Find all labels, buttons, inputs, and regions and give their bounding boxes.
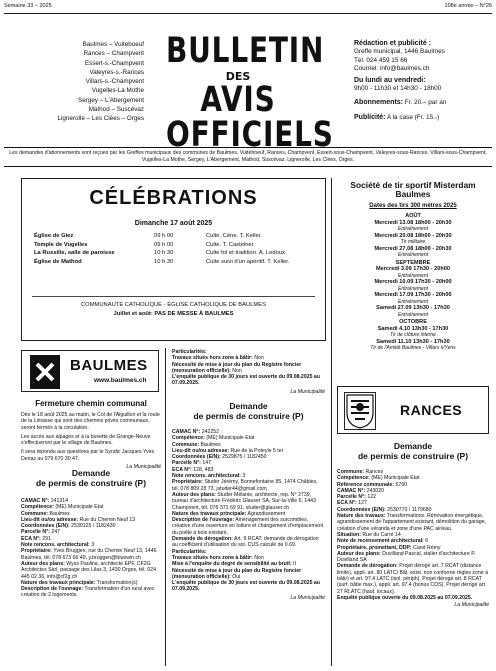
redaction-info	[354, 40, 492, 122]
field-label: Commune:	[21, 510, 49, 517]
redaction-title: Rédaction et publicité :	[354, 40, 432, 47]
field-value: Cand Rémy	[413, 544, 441, 551]
field-value: Yves Bruggen, rue du Chemin Neuf 13, 1446 Baulmes, tél. 078 673 66 49, y.bruggen@bluewin.ch	[21, 548, 157, 561]
commune-item: Villars-s.-Champvent	[85, 78, 144, 86]
field-value: Non	[254, 554, 264, 561]
field-label: ECA N°:	[172, 466, 192, 473]
field-value: Wyss Paulina, architecte EPF, CF2G Architectes Sàrl, passage des Lilas 3, 1430 Orges, tél. 024 445 02 36, info@cf2g.ch	[21, 560, 156, 580]
celebration-place: Temple de Vugelles	[34, 241, 88, 248]
field-value: (ME) Municipale Etat	[206, 435, 255, 442]
signature: La Municipalité	[290, 388, 325, 395]
field-label: Lieu-dit ou/ou adresse:	[172, 447, 230, 454]
field-value: Baulmes	[49, 510, 70, 517]
field-label: Coordonnées (E/N):	[21, 523, 70, 530]
commune-item: Vugelles-La Mothe	[91, 87, 144, 95]
field-label: Note rencons. architectural:	[172, 473, 241, 480]
signature: La Municipalité	[290, 594, 325, 601]
field-label: CAMAC N°:	[172, 429, 201, 435]
rances-header	[337, 386, 489, 434]
permit-subtitle: de permis de construire (P)	[35, 477, 147, 488]
field-label: Description de l'ouvrage:	[172, 517, 235, 524]
issue-bar	[4, 3, 492, 14]
tir-entry-type: Entraînement	[397, 311, 429, 318]
field-value: Aménagement des surcombles, création d'une ouverture en toiture et changement d'emplacement du poêle à bois existant.	[172, 517, 324, 536]
field-label: Commune:	[337, 469, 365, 475]
field-label: Demande de dérogation:	[172, 536, 233, 543]
field-label: ECA N°:	[21, 535, 41, 542]
field-value: 243020	[366, 487, 385, 494]
tir-month: OCTOBRE	[399, 319, 427, 325]
field-value: 127	[358, 500, 367, 507]
field-label: Compétence:	[21, 504, 54, 511]
field-value: Studer Jérémy, Bonnefontaine 85, 1474 Châbles, tél. 078 809 28 73, jstuder44@gmail.com	[172, 479, 318, 492]
column-divider	[165, 348, 166, 666]
field-value: 2530770 / 1179680	[387, 506, 432, 513]
redaction-email[interactable]: Courriel: info@baulmes.ch	[354, 65, 430, 73]
baulmes-name: BAULMES	[70, 357, 148, 374]
tir-entry-type: Tir de l'Amitié Baulmes - Villars s/Yens	[370, 345, 456, 351]
celebration-place: Église de Mathod	[34, 258, 82, 265]
field-value: 291	[42, 535, 51, 542]
tir-entry: Samedi 27.09 13h30 - 17h30	[376, 305, 450, 311]
field-label: ECA N°:	[337, 500, 357, 507]
commune-item: Rances – Champvent	[83, 50, 144, 58]
celebration-time: 10 h 30	[154, 250, 174, 257]
catholic-title: COMMUNAUTÉ CATHOLIQUE - ÉGLISE CATHOLIQUE DE BAULMES	[81, 302, 266, 308]
communes-list	[44, 40, 144, 124]
issue-week: Semaine 33 – 2025	[4, 3, 52, 9]
field-value: Agrandissement	[247, 510, 286, 517]
field-label: Note de recensement architectural:	[337, 538, 424, 545]
field-value: Oui	[232, 573, 241, 580]
field-label: Note rencons. architectural:	[21, 542, 90, 549]
field-label: Propriétaire:	[21, 548, 52, 555]
field-value: 122	[367, 494, 377, 501]
celebration-place: La Russille, salle de paroisse	[34, 250, 115, 257]
tir-entry-type: Tir de clôture interne	[390, 332, 436, 338]
field-label: L'enquête publique de 30 jours est ouverte du 09.08.2025 au 07.09.2025.	[172, 580, 320, 593]
masthead-line-2: DES	[225, 70, 251, 83]
baulmes-crest-icon	[30, 355, 60, 389]
field-label: Commune:	[172, 441, 200, 448]
hours-value: 9h00 - 11h30 et 14h30 - 18h00	[354, 85, 442, 93]
celebration-row	[34, 241, 314, 250]
permit-notice-rances	[337, 442, 489, 608]
commune-item: Mathod – Suscévaz	[88, 106, 144, 114]
issue-number: 108e année – N°26	[444, 3, 492, 9]
field-label: Lieu-dit ou/ou adresse:	[21, 516, 79, 523]
abonnements-label: Abonnements:	[354, 99, 403, 107]
redaction-phone: Tél. 024 459 15 66	[354, 56, 408, 64]
field-label: Propriétaire, promettant, DDP:	[337, 544, 412, 551]
tir-entry-type: Tir militaire	[400, 239, 426, 245]
permit-notice-baulmes-2	[172, 402, 325, 601]
celebrations-divider	[32, 296, 315, 297]
field-value: 5760	[395, 481, 408, 488]
tir-month: SEPTEMBRE	[395, 259, 431, 266]
field-value: Transformation(s)	[96, 579, 138, 586]
column-divider	[331, 178, 332, 666]
tir-title: Société de tir sportif Misterdam Baulmes	[350, 180, 476, 199]
field-value: Transformation d'un rural avec création de 2 logements.	[21, 586, 155, 599]
field-value: 3	[91, 542, 95, 549]
publicite-label: Publicité:	[354, 113, 386, 121]
field-label: Propriétaire:	[172, 479, 203, 486]
field-label: Travaux situés hors zone à bâtir:	[172, 554, 253, 561]
field-value: 242252	[201, 429, 220, 435]
tir-entry: Mercredi 27.08 18h00 - 20h30	[374, 245, 452, 252]
tir-entry: Samedi 4.10 13h30 - 17h30	[377, 325, 449, 332]
field-value: Art. 9 RCAT: demande de dérogation au coefficient d'utilisation du sol. CUS calculé de 0.69.	[172, 536, 319, 549]
tir-entry: Mercredi 13.08 18h00 - 20h30	[374, 219, 452, 226]
fermeture-text: Les accès aux alpages et à la buvette de Grange-Neuve s'effectueront par le village de Baulmes.	[21, 433, 151, 447]
abonnements-value: Fr. 20.– par an	[404, 99, 447, 107]
field-label: Coordonnées (E/N):	[172, 454, 221, 461]
field-value: 128, 483	[193, 466, 214, 473]
celebration-desc: Culte. Cène. T. Keller.	[206, 233, 262, 240]
field-label: Auteur des plans:	[21, 560, 65, 567]
field-value: 2529875 / 1182450	[222, 454, 267, 461]
field-value: 6	[425, 538, 429, 545]
field-value: (ME) Municipale Etat	[55, 504, 104, 511]
field-value: Non	[232, 367, 242, 374]
signature: La Municipalité	[454, 602, 489, 609]
baulmes-header	[21, 350, 159, 392]
celebrations-date: Dimanche 17 août 2025	[134, 220, 213, 227]
field-value: 247	[51, 529, 61, 536]
field-label: Nécessité de mise à jour du plan du Registre foncier (mensuration officielle):	[172, 361, 302, 374]
field-label: Mise à l'enquête du degré de sensibilité au bruit:	[172, 561, 292, 568]
rances-name: RANCES	[400, 402, 463, 418]
redaction-line: Greffe municipal, 1446 Baulmes	[354, 48, 445, 56]
celebrations-box	[21, 178, 326, 341]
field-label: Parcelle N°:	[337, 494, 366, 501]
field-label: Description de l'ouvrage:	[21, 586, 84, 593]
field-label: Compétence:	[337, 475, 370, 482]
tir-entry: Mercredi 10.09 17h30 - 20h00	[374, 279, 452, 285]
celebration-desc: Culte suivi d'un apéritif. T. Keller.	[206, 258, 290, 265]
celebration-row	[34, 232, 314, 241]
tir-entry-type: Entraînement	[397, 252, 429, 258]
permit-title: Demande	[71, 468, 111, 478]
tir-entry-type: Entraînement	[397, 226, 429, 232]
field-value: 147	[202, 460, 212, 467]
field-value: 2530125 / 1182430	[71, 523, 116, 530]
tir-entry: Mercredi 20.08 18h00 - 20h30	[374, 232, 452, 239]
field-label: Particularités:	[172, 349, 207, 355]
field-label: Auteur des plans:	[172, 491, 216, 498]
commune-item: Baulmes – Vuiteboeuf	[82, 41, 144, 48]
permit-continuation	[172, 349, 325, 395]
permit-notice-baulmes-1	[21, 469, 161, 599]
commune-item: Sergey – L'Abergement	[78, 96, 144, 104]
field-label: Nature des travaux principale:	[172, 510, 247, 517]
field-label: Situation:	[337, 531, 361, 538]
field-value: Projet dérogé art. 7 RCAT (distance limite), appli. art. 80 LATC/ Bât. exist. non conforme règles zone à bâtir) et art. 97.4 LATC (isol. périph). Projet dérogé art. 8 RCAT (surf. bâtie max.), appli. art. 97.4 (bonus COS). Projet dérogé art. 27 RLATC (haut. locaux).	[337, 563, 488, 595]
permit-title: Demande	[229, 401, 268, 411]
celebrations-title: CÉLÉBRATIONS	[89, 187, 258, 209]
field-value: Non	[254, 355, 264, 362]
tir-entry-type: Entraînement	[397, 285, 429, 292]
tir-entry: Mercredi 3.09 17h30 - 20h00	[375, 266, 450, 272]
field-label: L'enquête publique de 30 jours est ouverte du 09.08.2025 au 07.09.2025.	[172, 374, 320, 387]
tir-entry: Samedi 11.10 13h30 - 17h30	[376, 338, 450, 345]
field-value: Transformations. Rénovation énergétique, agrandissement de l'appartement existant, démolition du garage, création d'une véranda et zone d'une PAC air/eau.	[337, 513, 486, 532]
masthead-line-1: BULLETIN	[166, 31, 325, 71]
field-value: (ME) Municipale Etat	[371, 475, 420, 482]
celebration-row	[34, 258, 314, 267]
tir-subtitle: Dates des tirs 300 mètres 2025	[369, 203, 457, 209]
field-value: 3	[242, 473, 246, 480]
fermeture-text: Dès le 18 août 2025 au matin, le Col de l'Aiguillon et la route de la Limasse qui sont des chemins privés communaux, seront fermés à la circulation.	[21, 412, 160, 431]
field-label: Travaux situés hors zone à bâtir:	[172, 355, 253, 362]
permit-subtitle: de permis de construire (P)	[193, 410, 304, 421]
celebration-time: 10 h 30	[154, 258, 174, 265]
masthead	[148, 31, 334, 155]
catholic-note: Juillet et août: PAS DE MESSE À BAULMES	[113, 311, 234, 317]
field-label: CAMAC N°:	[21, 498, 50, 504]
commune-item: Essert-s.-Champvent	[84, 59, 144, 67]
field-label: CAMAC N°:	[337, 487, 366, 494]
fermeture-title: Fermeture chemin communal	[35, 399, 147, 408]
tir-month: AOÛT	[405, 213, 421, 219]
celebration-row	[34, 249, 314, 258]
field-label: Coordonnées (E/N):	[337, 506, 386, 513]
celebration-place: Église de Giez	[34, 233, 74, 240]
masthead-line-3: AVIS OFFICIELS	[166, 80, 334, 155]
tir-schedule	[337, 212, 489, 352]
field-label: Demande de dérogation:	[337, 563, 398, 570]
fermeture-text: Il sera répondu aux questions par le Syndic Jacques-Yves Deriaz au 079 670 30 47.	[21, 449, 155, 462]
field-value: Studer Mélanie, architecte, rep. N° 2739, bureau d'architecture Frédéric Glauser SA, Sur-la-Ville 6, 1443 Champvent, tél. 076 371 69 91, studer@glauser.ch	[172, 491, 316, 511]
hours-title: Du lundi au vendredi:	[354, 76, 426, 84]
publicite-value: A la case (Fr. 15.-)	[386, 113, 440, 121]
field-value: II	[293, 561, 297, 568]
rances-crest-icon	[344, 392, 376, 430]
subscription-notice: Les demandes d'abonnements sont reçues par les Greffes municipaux des communes de Baulmes, Vuiteboeuf, Rances, Champvent, Essert-sous-Champvent, Valeyres-sous-Rances, Villars-sous-Champvent, Vugelles-La Mothe, Sergey, L'Abergement, Mathod, Suscévaz, Lignerolle, Les Clées, Orges.	[4, 147, 492, 167]
field-label: Particularités:	[172, 548, 207, 555]
baulmes-url[interactable]: www.baulmes.ch	[94, 377, 147, 384]
field-value: Rue de la Poteyle 5 ter	[230, 447, 284, 454]
celebration-desc: Culte. T. Castelner.	[206, 241, 255, 248]
signature: La Municipalité	[126, 464, 161, 471]
field-label: Parcelle N°:	[21, 529, 50, 536]
field-value: Rue du Chemin Neuf 13	[79, 516, 136, 523]
tir-entry-type: Entraînement	[397, 298, 429, 305]
field-label: Nature des travaux principale:	[21, 579, 96, 586]
field-label: Auteur des plans:	[337, 550, 381, 557]
fermeture-article	[21, 399, 161, 470]
field-label: Référence communale:	[337, 481, 395, 488]
field-value: Rances	[365, 469, 384, 475]
celebration-time: 09 h 00	[154, 241, 174, 248]
tir-entry-type: Entraînement	[397, 272, 429, 279]
field-value: Duvilland Pascal, stalier d'architecture P. Duvilland SA	[337, 550, 476, 564]
commune-item: Valeyres-s.-Rances	[89, 68, 144, 76]
commune-item: Lignerolle – Les Clées – Orges	[57, 115, 144, 123]
field-label: Nécessité de mise à jour du plan du Registre foncier (mensuration officielle):	[172, 567, 302, 580]
celebration-time: 09 h 00	[154, 233, 174, 240]
permit-title: Demande	[393, 441, 433, 451]
field-label: Parcelle N°:	[172, 460, 201, 467]
field-label: Enquête publique ouverte du 09.08.2025 au 07.09.2025.	[337, 594, 473, 601]
field-value: Baulmes	[200, 441, 221, 448]
catholic-notice	[22, 301, 325, 319]
field-label: Nature des travaux:	[337, 513, 386, 520]
permit-subtitle: de permis de construire (P)	[357, 450, 469, 461]
tir-entry: Mercredi 17.09 17h30 - 20h00	[374, 292, 452, 298]
celebration-desc: Culte fol et tradition. A. Ledoux.	[206, 250, 287, 257]
field-value: 241314	[50, 498, 69, 504]
field-label: Compétence:	[172, 435, 205, 442]
field-value: Rue du Carré 14	[362, 531, 401, 538]
celebrations-table	[34, 232, 314, 266]
